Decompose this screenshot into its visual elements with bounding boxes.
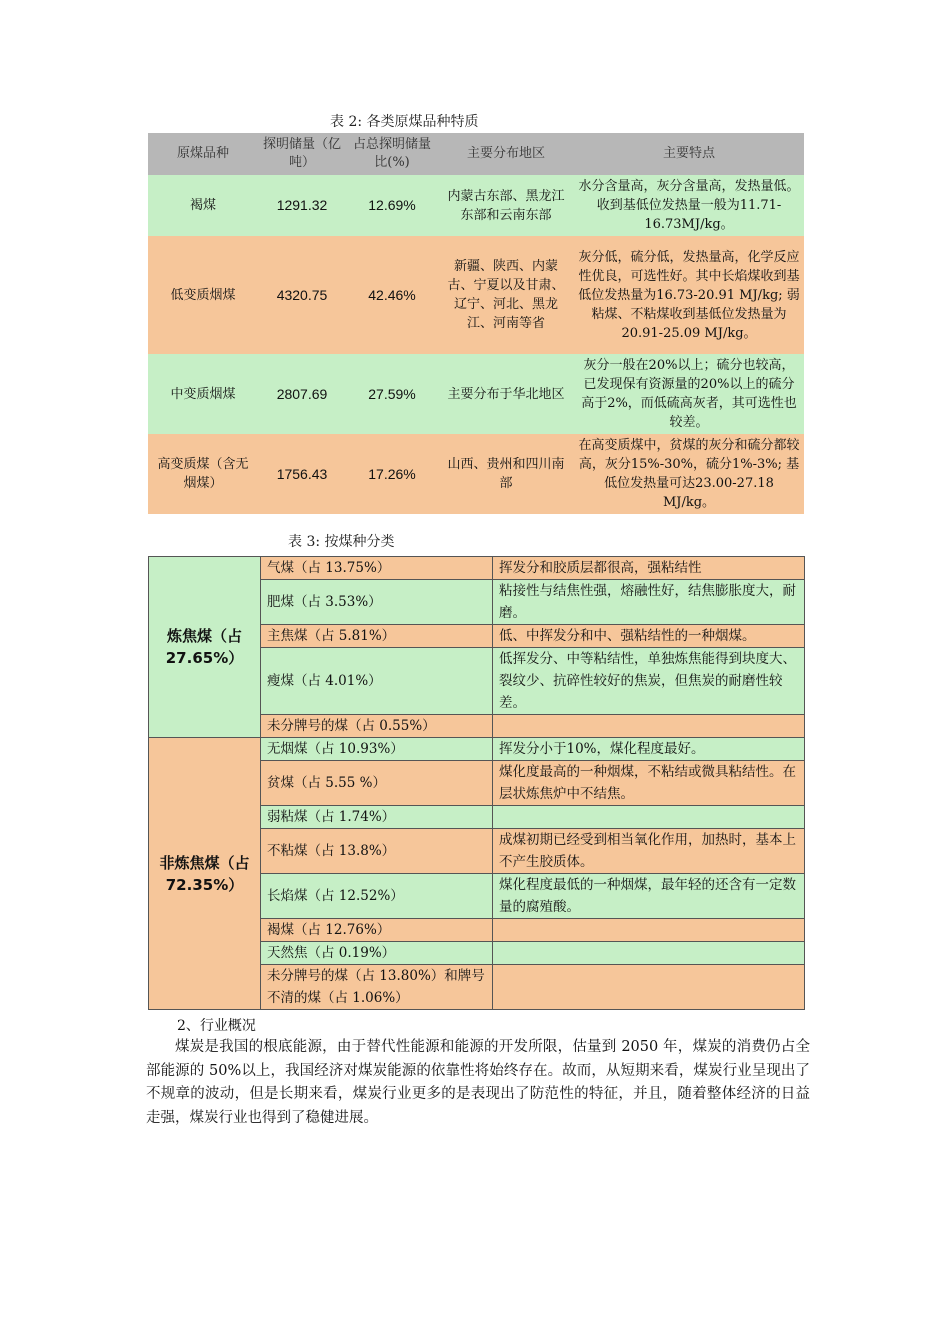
coal-region: 内蒙古东部、黑龙江东部和云南东部 [438, 175, 574, 236]
coal-name: 高变质煤（含无烟煤） [148, 434, 258, 514]
coal-reserve: 4320.75 [258, 236, 346, 354]
table-row [149, 557, 805, 580]
coal-reserve: 1291.32 [258, 175, 346, 236]
coal-feature: 水分含量高，灰分含量高，发热量低。收到基低位发热量一般为11.71-16.73MJ/kg。 [574, 175, 804, 236]
table2-header: 主要分布地区 [438, 133, 574, 175]
table-row [149, 738, 805, 761]
coal-type: 肥煤（占 3.53%） [261, 580, 493, 625]
section-paragraph: 煤炭是我国的根底能源，由于替代性能源和能源的开发所限，估量到 2050 年，煤炭的消费仍占全部能源的 50%以上，我国经济对煤炭能源的依靠性将始终存在。故而，从短期来看，煤炭行业呈现出了不规章的波动，但是长期来看，煤炭行业更多的是表现出了防范性的特征，并且，随着整体经济的日益走强，煤炭行业也得到了稳健进展。 [146, 1039, 810, 1126]
coal-name: 低变质烟煤 [148, 236, 258, 354]
group-coking-coal: 炼焦煤（占27.65%） [149, 557, 261, 738]
table-row [148, 236, 804, 354]
coal-name: 褐煤 [148, 175, 258, 236]
coal-desc: 粘接性与结焦性强，熔融性好，结焦膨胀度大，耐磨。 [493, 580, 805, 625]
coal-desc: 煤化程度最低的一种烟煤，最年轻的还含有一定数量的腐殖酸。 [493, 874, 805, 919]
coal-type: 褐煤（占 12.76%） [261, 919, 493, 942]
table2-header-row [148, 133, 804, 175]
coal-type: 无烟煤（占 10.93%） [261, 738, 493, 761]
section-heading: 2、行业概况 [177, 1018, 256, 1034]
coal-ratio: 42.46% [346, 236, 438, 354]
raw-coal-table [148, 133, 804, 514]
coal-desc [493, 965, 805, 1010]
table-row [148, 354, 804, 434]
coal-desc [493, 919, 805, 942]
coal-region: 山西、贵州和四川南部 [438, 434, 574, 514]
coal-type: 不粘煤（占 13.8%） [261, 829, 493, 874]
coal-type: 贫煤（占 5.55 %） [261, 761, 493, 806]
table2-header: 原煤品种 [148, 133, 258, 175]
coal-desc: 低挥发分、中等粘结性，单独炼焦能得到块度大、裂纹少、抗碎性较好的焦炭，但焦炭的耐磨性较差。 [493, 648, 805, 715]
coal-type: 瘦煤（占 4.01%） [261, 648, 493, 715]
coal-desc [493, 942, 805, 965]
coal-feature: 灰分一般在20%以上；硫分也较高，已发现保有资源量的20%以上的硫分高于2%，而低硫高灰者，其可选性也较差。 [574, 354, 804, 434]
coal-type: 长焰煤（占 12.52%） [261, 874, 493, 919]
coal-type-table [148, 556, 805, 1010]
coal-desc: 挥发分小于10%，煤化程度最好。 [493, 738, 805, 761]
coal-type: 气煤（占 13.75%） [261, 557, 493, 580]
coal-region: 主要分布于华北地区 [438, 354, 574, 434]
coal-type: 弱粘煤（占 1.74%） [261, 806, 493, 829]
coal-type: 未分牌号的煤（占 0.55%） [261, 715, 493, 738]
table-row [148, 434, 804, 514]
coal-desc: 成煤初期已经受到相当氧化作用，加热时，基本上不产生胶质体。 [493, 829, 805, 874]
table2-header: 主要特点 [574, 133, 804, 175]
coal-reserve: 1756.43 [258, 434, 346, 514]
coal-desc: 煤化度最高的一种烟煤，不粘结或微具粘结性。在层状炼焦炉中不结焦。 [493, 761, 805, 806]
coal-ratio: 17.26% [346, 434, 438, 514]
coal-feature: 在高变质煤中，贫煤的灰分和硫分都较高，灰分15%-30%，硫分1%-3%; 基低位发热量可达23.00-27.18 MJ/kg。 [574, 434, 804, 514]
coal-reserve: 2807.69 [258, 354, 346, 434]
table2-header: 占总探明储量比(%) [346, 133, 438, 175]
coal-ratio: 27.59% [346, 354, 438, 434]
coal-desc [493, 806, 805, 829]
table2-caption: 表 2: 各类原煤品种特质 [330, 114, 479, 130]
group-non-coking-coal: 非炼焦煤（占72.35%） [149, 738, 261, 1010]
coal-feature: 灰分低，硫分低，发热量高，化学反应性优良，可选性好。其中长焰煤收到基低位发热量为16.73-20.91 MJ/kg; 弱粘煤、不粘煤收到基低位发热量为20.91-25.09 MJ/kg。 [574, 236, 804, 354]
coal-region: 新疆、陕西、内蒙古、宁夏以及甘肃、辽宁、河北、黑龙江、河南等省 [438, 236, 574, 354]
coal-name: 中变质烟煤 [148, 354, 258, 434]
coal-ratio: 12.69% [346, 175, 438, 236]
coal-desc: 挥发分和胶质层都很高，强粘结性 [493, 557, 805, 580]
coal-type: 未分牌号的煤（占 13.80%）和牌号不清的煤（占 1.06%） [261, 965, 493, 1010]
coal-type: 主焦煤（占 5.81%） [261, 625, 493, 648]
coal-desc [493, 715, 805, 738]
table3-caption: 表 3: 按煤种分类 [288, 534, 395, 550]
table2-header: 探明储量（亿吨） [258, 133, 346, 175]
table-row [148, 175, 804, 236]
coal-desc: 低、中挥发分和中、强粘结性的一种烟煤。 [493, 625, 805, 648]
coal-type: 天然焦（占 0.19%） [261, 942, 493, 965]
